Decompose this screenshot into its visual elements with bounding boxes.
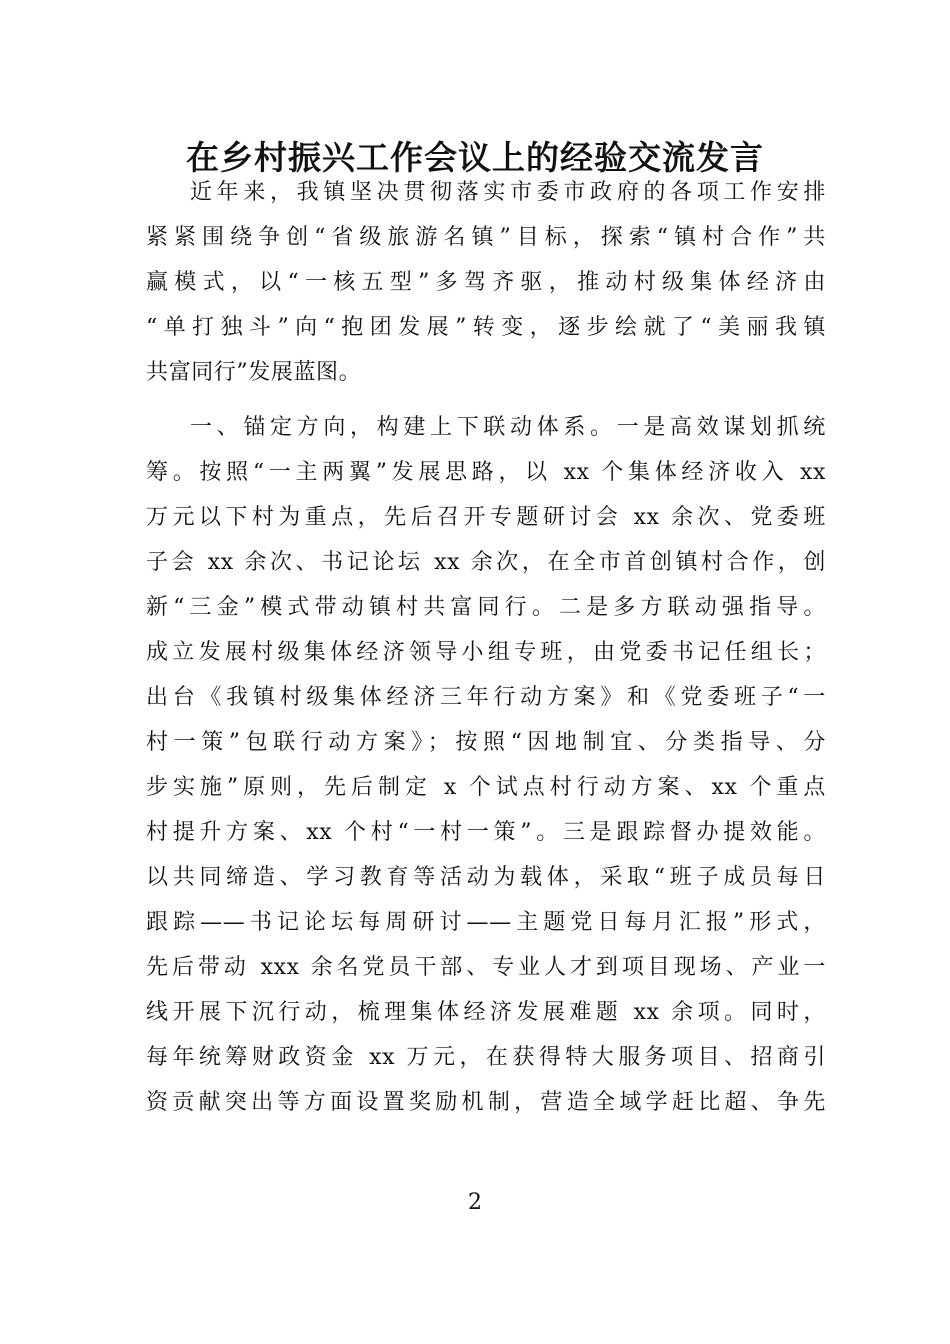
paragraph-line: 赢模式，以“一核五型”多驾齐驱，推动村级集体经济由	[146, 270, 826, 295]
paragraph-gap	[146, 395, 826, 405]
paragraph-line: 先后带动 xxx 余名党员干部、专业人才到项目现场、产业一	[146, 955, 826, 980]
document-title: 在乡村振兴工作会议上的经验交流发言	[186, 138, 764, 177]
paragraph-line: 新“三金”模式带动镇村共富同行。二是多方联动强指导。	[146, 595, 826, 620]
paragraph-line: 成立发展村级集体经济领导小组专班，由党委书记任组长；	[146, 640, 826, 665]
paragraph-line: 村提升方案、xx 个村“一村一策”。三是跟踪督办提效能。	[146, 820, 826, 845]
paragraph-line: 筹。按照“一主两翼”发展思路，以 xx 个集体经济收入 xx	[146, 460, 826, 485]
paragraph-line: 共富同行”发展蓝图。	[146, 360, 362, 385]
paragraph-line: 出台《我镇村级集体经济三年行动方案》和《党委班子“一	[146, 685, 826, 710]
paragraph-line: 紧紧围绕争创“省级旅游名镇”目标，探索“镇村合作”共	[146, 225, 826, 250]
paragraph-1	[146, 170, 826, 395]
paragraph-line: 以共同缔造、学习教育等活动为载体，采取“班子成员每日	[146, 865, 826, 890]
page-number: 2	[468, 1190, 482, 1215]
paragraph-2	[146, 405, 826, 1125]
paragraph-line: 村一策”包联行动方案》；按照“因地制宜、分类指导、分	[146, 730, 826, 755]
paragraph-line: 线开展下沉行动，梳理集体经济发展难题 xx 余项。同时，	[146, 1000, 826, 1025]
paragraph-line: 近年来，我镇坚决贯彻落实市委市政府的各项工作安排	[190, 180, 826, 205]
document-body	[146, 170, 826, 1125]
paragraph-line: 步实施”原则，先后制定 x 个试点村行动方案、xx 个重点	[146, 775, 826, 800]
paragraph-line: 跟踪——书记论坛每周研讨——主题党日每月汇报”形式，	[146, 910, 826, 935]
paragraph-line: 万元以下村为重点，先后召开专题研讨会 xx 余次、党委班	[146, 505, 826, 530]
paragraph-line: 一、锚定方向，构建上下联动体系。一是高效谋划抓统	[190, 415, 826, 440]
paragraph-line: 每年统筹财政资金 xx 万元，在获得特大服务项目、招商引	[146, 1045, 826, 1070]
paragraph-line: “单打独斗”向“抱团发展”转变，逐步绘就了“美丽我镇	[146, 315, 826, 340]
paragraph-line: 子会 xx 余次、书记论坛 xx 余次，在全市首创镇村合作，创	[146, 550, 826, 575]
paragraph-line: 资贡献突出等方面设置奖励机制，营造全域学赶比超、争先	[146, 1090, 826, 1115]
